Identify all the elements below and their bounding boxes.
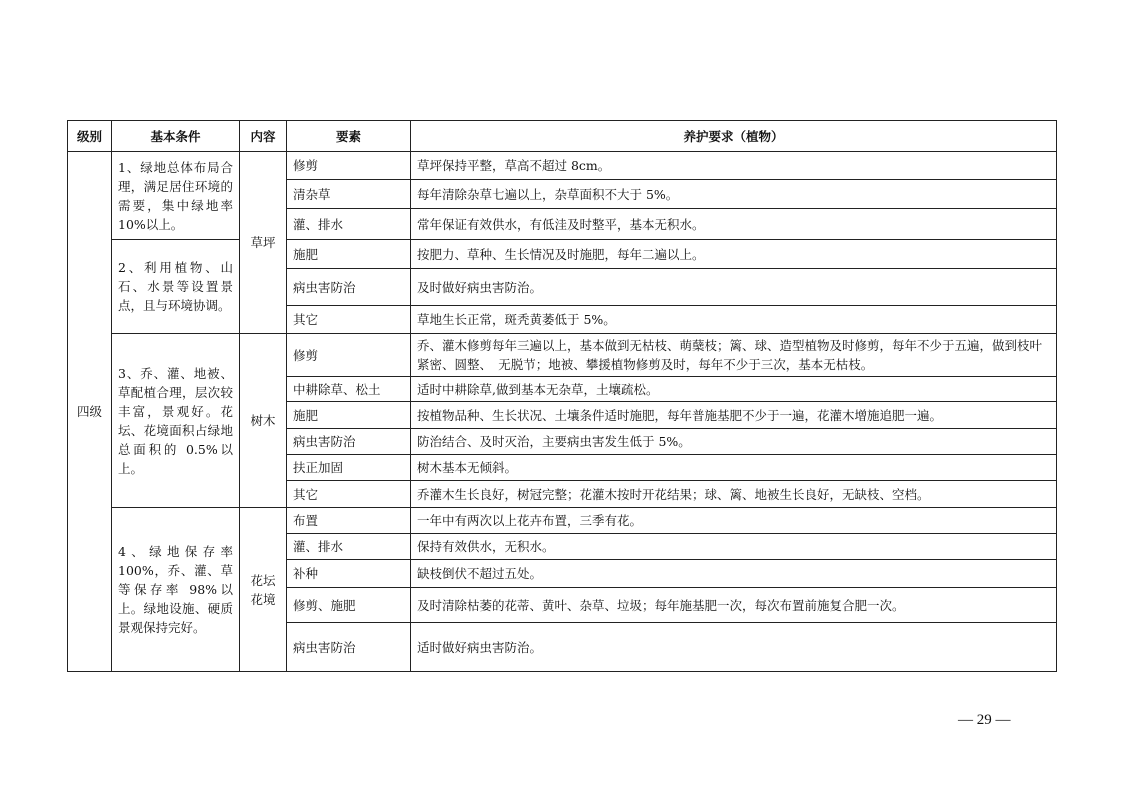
element-cell: 灌、排水	[287, 209, 411, 240]
element-cell: 布置	[287, 508, 411, 534]
element-cell: 施肥	[287, 240, 411, 269]
element-cell: 修剪	[287, 334, 411, 377]
condition-cell: 2、利用植物、山石、水景等设置景点，且与环境协调。	[112, 240, 240, 334]
element-cell: 施肥	[287, 402, 411, 429]
requirement-cell: 按植物品种、生长状况、土壤条件适时施肥，每年普施基肥不少于一遍，花灌木增施追肥一遍。	[411, 402, 1057, 429]
condition-cell: 3、乔、灌、地被、草配植合理，层次较丰富，景观好。花坛、花境面积占绿地总面积的 0.5%以上。	[112, 334, 240, 508]
requirement-cell: 草地生长正常，斑秃黄萎低于 5%。	[411, 306, 1057, 334]
requirement-cell: 乔灌木生长良好，树冠完整；花灌木按时开花结果；球、篱、地被生长良好，无缺枝、空档。	[411, 481, 1057, 508]
header-element: 要素	[287, 121, 411, 152]
header-conditions: 基本条件	[112, 121, 240, 152]
requirement-cell: 树木基本无倾斜。	[411, 455, 1057, 481]
element-cell: 其它	[287, 306, 411, 334]
element-cell: 病虫害防治	[287, 623, 411, 672]
header-content: 内容	[240, 121, 287, 152]
requirement-cell: 及时清除枯萎的花蒂、黄叶、杂草、垃圾；每年施基肥一次，每次布置前施复合肥一次。	[411, 588, 1057, 623]
requirement-cell: 草坪保持平整，草高不超过 8cm。	[411, 152, 1057, 180]
element-cell: 扶正加固	[287, 455, 411, 481]
element-cell: 中耕除草、松土	[287, 377, 411, 402]
page-number: — 29 —	[958, 712, 1011, 728]
element-cell: 灌、排水	[287, 534, 411, 560]
header-requirement: 养护要求（植物）	[411, 121, 1057, 152]
requirement-cell: 缺枝倒伏不超过五处。	[411, 560, 1057, 588]
requirement-cell: 一年中有两次以上花卉布置，三季有花。	[411, 508, 1057, 534]
level-cell: 四级	[68, 152, 112, 672]
table-row	[68, 152, 1057, 180]
content-cell: 花坛花境	[240, 508, 287, 672]
content-cell: 树木	[240, 334, 287, 508]
element-cell: 病虫害防治	[287, 429, 411, 455]
condition-cell: 4、绿地保存率 100%，乔、灌、草等保存率 98%以上。绿地设施、硬质景观保持完好。	[112, 508, 240, 672]
requirement-cell: 按肥力、草种、生长情况及时施肥，每年二遍以上。	[411, 240, 1057, 269]
requirement-cell: 适时做好病虫害防治。	[411, 623, 1057, 672]
table-row	[68, 240, 1057, 269]
header-level: 级别	[68, 121, 112, 152]
content-cell: 草坪	[240, 152, 287, 334]
requirement-cell: 保持有效供水，无积水。	[411, 534, 1057, 560]
table-row	[68, 334, 1057, 377]
condition-cell: 1、绿地总体布局合理，满足居住环境的需要，集中绿地率 10%以上。	[112, 152, 240, 240]
element-cell: 清杂草	[287, 180, 411, 209]
requirement-cell: 及时做好病虫害防治。	[411, 269, 1057, 306]
maintenance-standards-table	[67, 120, 1057, 672]
requirement-cell: 防治结合、及时灭治，主要病虫害发生低于 5%。	[411, 429, 1057, 455]
table-row	[68, 508, 1057, 534]
element-cell: 补种	[287, 560, 411, 588]
requirement-cell: 乔、灌木修剪每年三遍以上，基本做到无枯枝、萌蘖枝；篱、球、造型植物及时修剪，每年不少于五遍，做到枝叶紧密、圆整、 无脱节；地被、攀援植物修剪及时，每年不少于三次，基本无枯枝。	[411, 334, 1057, 377]
requirement-cell: 适时中耕除草,做到基本无杂草，土壤疏松。	[411, 377, 1057, 402]
table-header-row	[68, 121, 1057, 152]
element-cell: 其它	[287, 481, 411, 508]
element-cell: 修剪	[287, 152, 411, 180]
requirement-cell: 常年保证有效供水，有低洼及时整平，基本无积水。	[411, 209, 1057, 240]
element-cell: 修剪、施肥	[287, 588, 411, 623]
element-cell: 病虫害防治	[287, 269, 411, 306]
requirement-cell: 每年清除杂草七遍以上，杂草面积不大于 5%。	[411, 180, 1057, 209]
